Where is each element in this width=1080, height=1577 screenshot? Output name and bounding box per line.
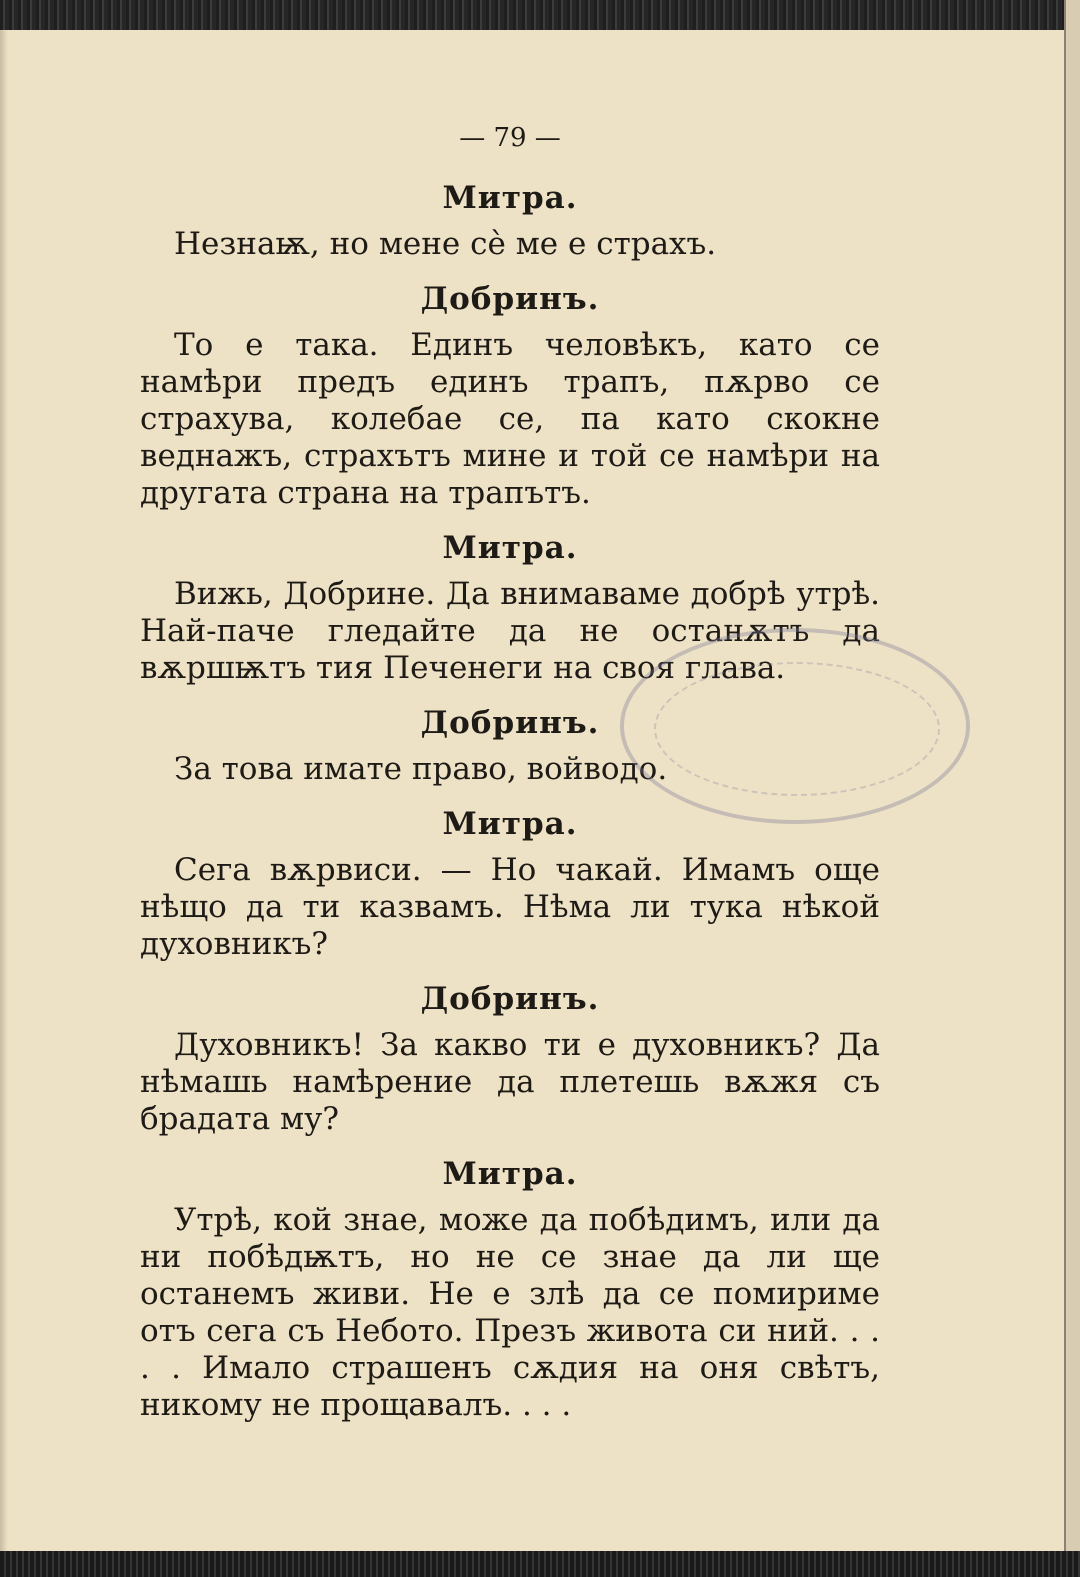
speaker-name: Добринъ. bbox=[420, 705, 600, 741]
dialogue-paragraph: Незнаѭ, но мене сѐ ме е страхъ. bbox=[174, 226, 717, 262]
scan-bottom-edge bbox=[0, 1551, 1080, 1577]
dialogue-paragraph: То е така. Единъ человѣкъ, като се намѣри предъ единъ трапъ, пѫрво се страхува, колебае се, па като скокне веднажъ, страхътъ мине и той се намѣри на другата страна на трапътъ. bbox=[140, 327, 880, 511]
page-left-shadow bbox=[0, 30, 8, 1551]
dialogue-paragraph: Вижь, Добрине. Да внимаваме добрѣ утрѣ. Най-паче гледайте да не останѫтъ да вѫршѭтъ тия Печенеги на своя глава. bbox=[140, 576, 880, 686]
scan-top-edge bbox=[0, 0, 1080, 30]
speaker-name: Митра. bbox=[442, 1156, 578, 1192]
dialogue-paragraph: За това имате право, войводо. bbox=[174, 751, 668, 787]
speaker-name: Митра. bbox=[442, 530, 578, 566]
dialogue-paragraph: Сега вѫрвиси. — Но чакай. Имамъ още нѣщо да ти казвамъ. Нѣма ли тука нѣкой духовникъ? bbox=[140, 852, 880, 962]
dialogue-paragraph: Утрѣ, кой знае, може да побѣдимъ, или да ни побѣдѭтъ, но не се знае да ли ще останемъ живи. Не е злѣ да се помириме отъ сега съ Небото. Презъ живота си ний. . . . . Имало страшенъ сѫдия на оня свѣтъ, никому не прощавалъ. . . . bbox=[140, 1202, 880, 1423]
scan-right-edge bbox=[1064, 0, 1080, 1577]
dialogue-paragraph: Духовникъ! За какво ти е духовникъ? Да нѣмашь намѣрение да плетешь вѫжя съ брадата му? bbox=[140, 1027, 880, 1137]
speaker-name: Добринъ. bbox=[420, 981, 600, 1017]
speaker-name: Добринъ. bbox=[420, 281, 600, 317]
library-stamp-inner-ring bbox=[654, 662, 940, 796]
speaker-name: Митра. bbox=[442, 806, 578, 842]
library-stamp bbox=[620, 628, 970, 824]
speaker-name: Митра. bbox=[442, 180, 578, 216]
page-number: — 79 — bbox=[459, 123, 561, 153]
